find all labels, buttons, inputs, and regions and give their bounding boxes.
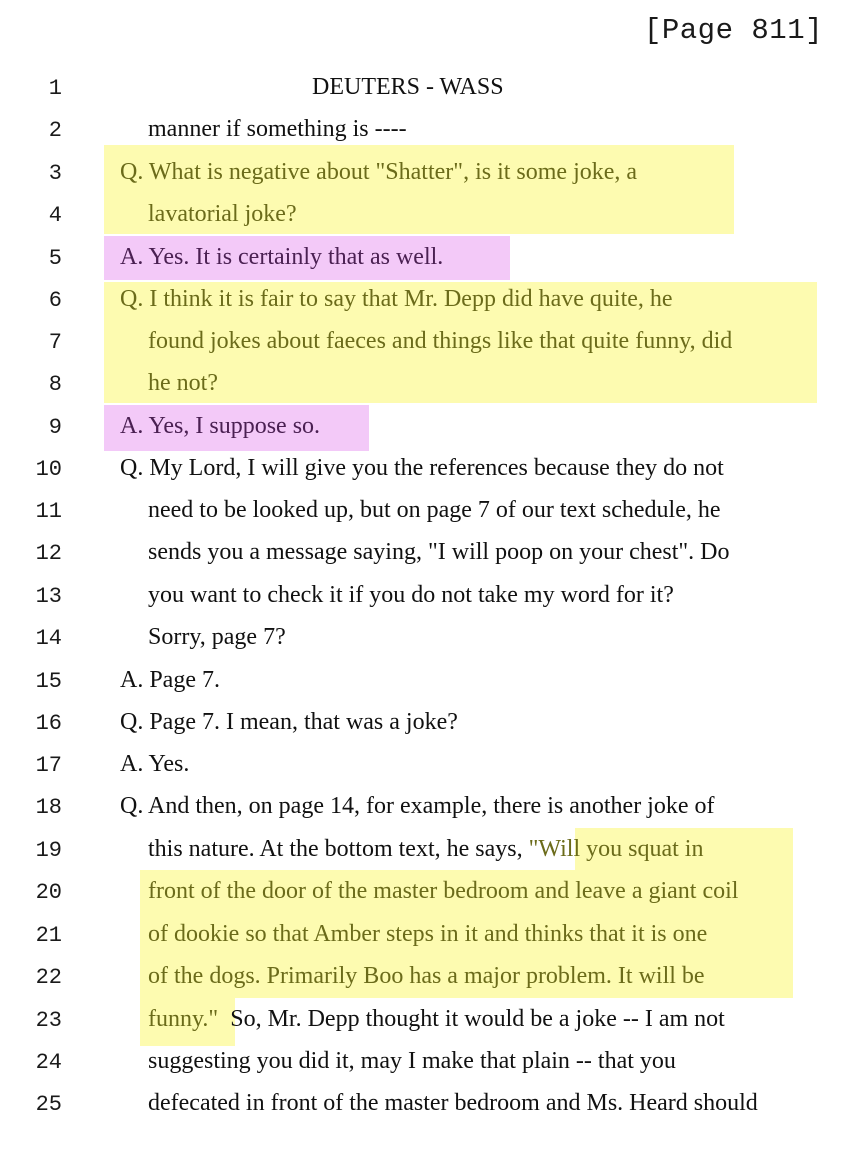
transcript-line — [0, 533, 859, 575]
line-number: 3 — [48, 161, 62, 186]
transcript-line — [0, 830, 859, 872]
line-text: you want to check it if you do not take my word for it? — [148, 582, 674, 608]
transcript-line — [0, 238, 859, 280]
transcript-line — [0, 915, 859, 957]
page-number: [Page 811] — [643, 14, 823, 47]
line-text: lavatorial joke? — [148, 201, 297, 227]
line-number: 18 — [35, 795, 62, 820]
line-text: found jokes about faeces and things like that quite funny, did — [148, 328, 733, 354]
line-text: A. Yes, I suppose so. — [120, 413, 321, 439]
transcript-line — [0, 449, 859, 491]
line-number: 13 — [35, 584, 62, 609]
transcript-line — [0, 110, 859, 152]
transcript-line — [0, 1042, 859, 1084]
transcript-line — [0, 661, 859, 703]
line-text: A. Yes. — [120, 751, 190, 777]
line-number: 7 — [48, 330, 62, 355]
line-text: front of the door of the master bedroom and leave a giant coil — [148, 878, 739, 904]
line-number: 21 — [35, 923, 62, 948]
line-number: 11 — [35, 499, 62, 524]
line-number: 10 — [35, 457, 62, 482]
line-number: 5 — [48, 246, 62, 271]
line-text: Sorry, page 7? — [148, 624, 286, 650]
line-text: Q. What is negative about "Shatter", is it some joke, a — [120, 159, 638, 185]
line-number: 20 — [35, 880, 62, 905]
line-text: Q. I think it is fair to say that Mr. Depp did have quite, he — [120, 286, 673, 312]
transcript-line — [0, 195, 859, 237]
transcript-line — [0, 153, 859, 195]
line-text-plain: this nature. At the bottom text, he says, — [148, 836, 529, 862]
transcript-line — [0, 957, 859, 999]
line-text: defecated in front of the master bedroom and Ms. Heard should — [148, 1090, 758, 1116]
line-number: 8 — [48, 372, 62, 397]
line-text-plain: So, Mr. Depp thought it would be a joke -- I am not — [218, 1006, 725, 1032]
line-number: 1 — [48, 76, 62, 101]
line-text: suggesting you did it, may I make that plain -- that you — [148, 1048, 676, 1074]
line-text: Q. And then, on page 14, for example, there is another joke of — [120, 793, 715, 819]
transcript-line — [0, 1000, 859, 1042]
line-text — [148, 836, 703, 863]
line-number: 14 — [35, 626, 62, 651]
line-text: A. Yes. It is certainly that as well. — [120, 244, 444, 270]
line-text: need to be looked up, but on page 7 of our text schedule, he — [148, 497, 721, 523]
transcript-line — [0, 322, 859, 364]
line-number: 15 — [35, 669, 62, 694]
line-number: 22 — [35, 965, 62, 990]
line-text: of the dogs. Primarily Boo has a major problem. It will be — [148, 963, 705, 989]
transcript-line — [0, 576, 859, 618]
quoted-text: "Will you squat in — [528, 836, 704, 862]
line-text: Q. Page 7. I mean, that was a joke? — [120, 709, 458, 735]
line-number: 2 — [48, 118, 62, 143]
transcript-line — [0, 280, 859, 322]
line-number: 16 — [35, 711, 62, 736]
line-number: 9 — [48, 415, 62, 440]
line-number: 12 — [35, 541, 62, 566]
line-number: 6 — [48, 288, 62, 313]
transcript-line — [0, 787, 859, 829]
transcript-line — [0, 618, 859, 660]
transcript-line — [0, 1084, 859, 1126]
line-text — [148, 1006, 725, 1033]
line-text: sends you a message saying, "I will poop on your chest". Do — [148, 539, 730, 565]
transcript-line — [0, 68, 859, 110]
line-text: he not? — [148, 370, 218, 396]
transcript-line — [0, 407, 859, 449]
line-text: Q. My Lord, I will give you the references because they do not — [120, 455, 724, 481]
line-text: of dookie so that Amber steps in it and thinks that it is one — [148, 921, 708, 947]
line-number: 23 — [35, 1008, 62, 1033]
line-number: 17 — [35, 753, 62, 778]
line-text: manner if something is ---- — [148, 116, 407, 142]
transcript-line — [0, 872, 859, 914]
witness-heading: DEUTERS - WASS — [312, 74, 504, 100]
transcript-line — [0, 491, 859, 533]
quoted-text: funny." — [148, 1006, 219, 1032]
line-number: 4 — [48, 203, 62, 228]
transcript-line — [0, 703, 859, 745]
line-number: 25 — [35, 1092, 62, 1117]
line-number: 19 — [35, 838, 62, 863]
transcript-line — [0, 745, 859, 787]
line-text: A. Page 7. — [120, 667, 220, 693]
line-number: 24 — [35, 1050, 62, 1075]
transcript-line — [0, 364, 859, 406]
